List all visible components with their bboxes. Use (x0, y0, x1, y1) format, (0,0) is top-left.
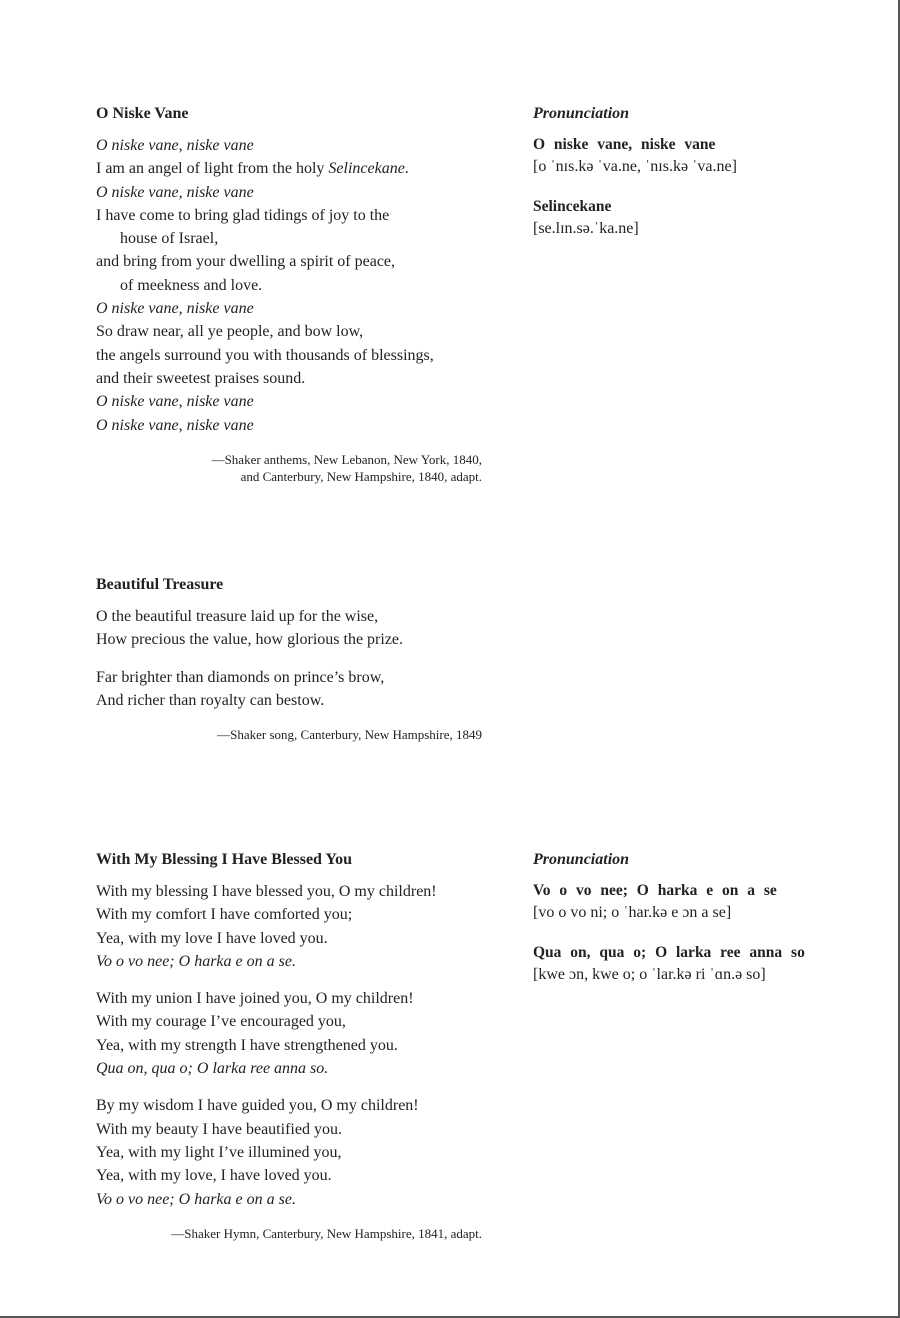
lyric-line: O niske vane, niske vane (96, 300, 254, 318)
lyric-line: Yea, with my light I’ve illumined you, (96, 1143, 342, 1161)
lyric-text: I am an angel of light from the holy (96, 160, 329, 178)
source-line: and Canterbury, New Hampshire, 1840, adapt. (240, 468, 482, 484)
lyric-line: of meekness and love. (120, 276, 263, 294)
source-line: —Shaker anthems, New Lebanon, New York, 1840, (211, 451, 482, 467)
lyric-line: Yea, with my strength I have strengthened you. (96, 1036, 398, 1054)
pronunciation-words: Qua on, qua o; O larka ree anna so (533, 944, 805, 961)
song-beautiful-treasure (96, 575, 496, 743)
song-title: O Niske Vane (96, 105, 189, 122)
lyric-line: Qua on, qua o; O larka ree anna so. (96, 1060, 329, 1078)
lyric-line: I have come to bring glad tidings of joy to the (96, 206, 390, 224)
source-line: —Shaker Hymn, Canterbury, New Hampshire, 1841, adapt. (171, 1225, 482, 1241)
lyric-line: house of Israel, (120, 230, 219, 248)
lyric-line: Vo o vo nee; O harka e on a se. (96, 952, 296, 970)
stanza (96, 605, 496, 652)
lyric-line: Yea, with my love, I have loved you. (96, 1167, 332, 1185)
lyric-line: O niske vane, niske vane (96, 183, 254, 201)
lyric-italic-word: Selincekane (328, 160, 405, 178)
song-source (96, 1225, 482, 1242)
lyric-line: O niske vane, niske vane (96, 393, 254, 411)
lyric-line: With my blessing I have blessed you, O my children! (96, 883, 437, 900)
lyric-line: With my comfort I have comforted you; (96, 906, 353, 924)
pronunciation-ipa: [vo o vo ni; o ˈhar.kə e ɔn a se] (533, 904, 732, 921)
song-title: With My Blessing I Have Blessed You (96, 851, 353, 868)
pronunciation-words: O niske vane, niske vane (533, 136, 716, 153)
stanza (96, 987, 496, 1080)
lyric-line: O the beautiful treasure laid up for the wise, (96, 608, 379, 625)
lyric-line: So draw near, all ye people, and bow low, (96, 323, 364, 341)
pronunciation-heading: Pronunciation (533, 105, 630, 122)
lyric-line: O niske vane, niske vane (96, 416, 254, 434)
song-title: Beautiful Treasure (96, 576, 224, 593)
lyric-line: Vo o vo nee; O harka e on a se. (96, 1190, 296, 1208)
stanza (96, 666, 496, 713)
song-with-my-blessing (96, 850, 496, 1242)
pronunciation-ipa: [o ˈnɪs.kə ˈva.ne, ˈnɪs.kə ˈva.ne] (533, 158, 737, 175)
song-source (96, 726, 482, 743)
lyric-punctuation: . (404, 160, 409, 178)
pronunciation-panel-2 (533, 850, 873, 1004)
stanza (96, 134, 496, 437)
lyric-line: By my wisdom I have guided you, O my children! (96, 1097, 419, 1115)
pronunciation-words: Selincekane (533, 198, 612, 215)
lyric-line: and bring from your dwelling a spirit of peace, (96, 253, 396, 271)
song-source (96, 451, 482, 485)
lyric-line: How precious the value, how glorious the prize. (96, 631, 404, 649)
lyric-line: O niske vane, niske vane (96, 137, 254, 154)
pronunciation-words: Vo o vo nee; O harka e on a se (533, 882, 777, 899)
song-o-niske-vane (96, 104, 496, 485)
pronunciation-ipa: [kwe ɔn, kwe o; o ˈlar.kə ri ˈɑn.ə so] (533, 966, 766, 983)
stanza (96, 880, 496, 973)
lyric-line: Far brighter than diamonds on prince’s brow, (96, 668, 385, 686)
lyric-line: Yea, with my love I have loved you. (96, 929, 328, 947)
lyric-line: With my beauty I have beautified you. (96, 1120, 342, 1138)
lyric-line: With my courage I’ve encouraged you, (96, 1013, 346, 1031)
source-line: —Shaker song, Canterbury, New Hampshire, 1849 (217, 727, 482, 743)
stanza (96, 1094, 496, 1210)
lyric-line: With my union I have joined you, O my children! (96, 990, 414, 1008)
lyric-line: And richer than royalty can bestow. (96, 691, 325, 709)
lyric-line: the angels surround you with thousands of blessings, (96, 346, 434, 364)
pronunciation-heading: Pronunciation (533, 851, 630, 868)
lyric-line: and their sweetest praises sound. (96, 369, 306, 387)
pronunciation-ipa: [se.lɪn.sə.ˈka.ne] (533, 220, 639, 237)
lyric-line (96, 157, 496, 180)
pronunciation-panel-1 (533, 104, 873, 258)
